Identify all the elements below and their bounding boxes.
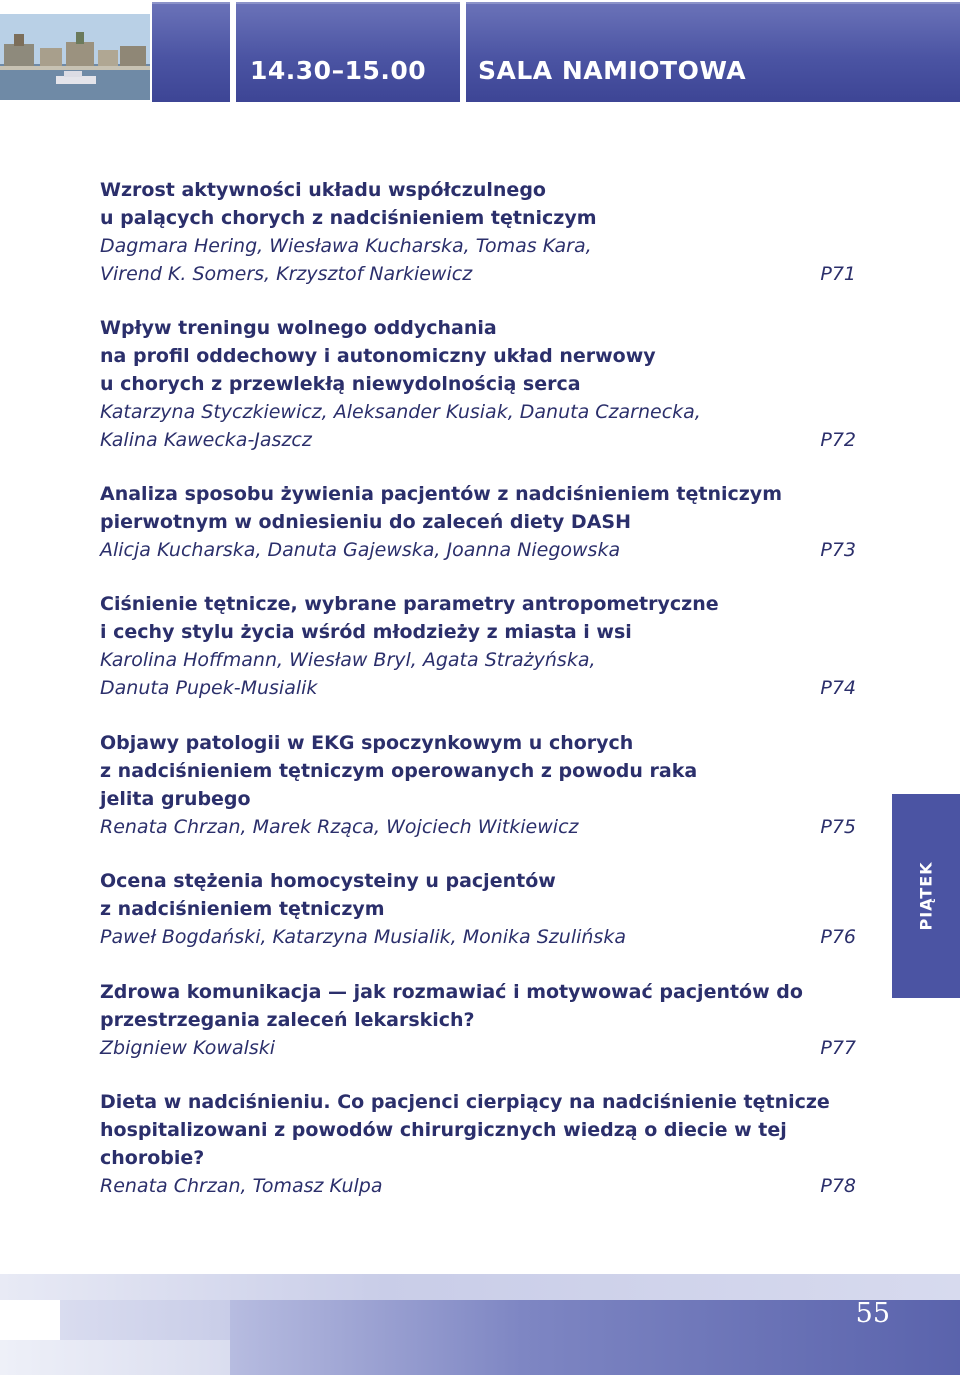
session-time: 14.30–15.00 xyxy=(250,56,427,85)
poster-entry xyxy=(100,176,860,288)
entry-authors-row xyxy=(100,923,860,951)
footer-band xyxy=(0,1270,960,1375)
poster-entry xyxy=(100,480,860,564)
entry-authors: Katarzyna Styczkiewicz, Aleksander Kusiak, Danuta Czarnecka, xyxy=(100,401,701,423)
entry-authors-row xyxy=(100,813,860,841)
entry-title: chorobie? xyxy=(100,1147,205,1169)
entry-authors: Alicja Kucharska, Danuta Gajewska, Joanna Niegowska xyxy=(100,539,621,561)
poster-entry xyxy=(100,1088,860,1200)
page-number: 55 xyxy=(855,1298,890,1329)
poster-code: P71 xyxy=(820,263,856,285)
poster-code: P77 xyxy=(820,1037,856,1059)
poster-code: P74 xyxy=(820,677,856,699)
poster-code: P76 xyxy=(820,926,856,948)
poster-code: P73 xyxy=(820,539,856,561)
entry-authors: Zbigniew Kowalski xyxy=(100,1037,276,1059)
entry-authors: Paweł Bogdański, Katarzyna Musialik, Monika Szulińska xyxy=(100,926,626,948)
entry-title: Objawy patologii w EKG spoczynkowym u chorych xyxy=(100,732,634,754)
entry-authors: Renata Chrzan, Tomasz Kulpa xyxy=(100,1175,383,1197)
entry-title: Zdrowa komunikacja — jak rozmawiać i motywować pacjentów do xyxy=(100,981,803,1003)
entry-title: pierwotnym w odniesieniu do zaleceń diety DASH xyxy=(100,511,631,533)
poster-entry xyxy=(100,590,860,702)
entry-title: hospitalizowani z powodów chirurgicznych wiedzą o diecie w tej xyxy=(100,1119,787,1141)
entry-authors: Renata Chrzan, Marek Rząca, Wojciech Witkiewicz xyxy=(100,816,579,838)
city-photo xyxy=(0,14,150,100)
entry-title: Wpływ treningu wolnego oddychania xyxy=(100,317,497,339)
entry-title: u palących chorych z nadciśnieniem tętniczym xyxy=(100,207,597,229)
entry-title: Ciśnienie tętnicze, wybrane parametry antropometryczne xyxy=(100,593,719,615)
entry-title: przestrzegania zaleceń lekarskich? xyxy=(100,1009,475,1031)
header-band xyxy=(0,0,960,104)
entry-authors: Danuta Pupek-Musialik xyxy=(100,677,318,699)
entry-title: u chorych z przewlekłą niewydolnością serca xyxy=(100,373,581,395)
entry-title: z nadciśnieniem tętniczym xyxy=(100,898,385,920)
entry-authors: Dagmara Hering, Wiesława Kucharska, Tomas Kara, xyxy=(100,235,592,257)
poster-code: P72 xyxy=(820,429,856,451)
entry-authors-row xyxy=(100,426,860,454)
entry-authors-row xyxy=(100,260,860,288)
session-hall: SALA NAMIOTOWA xyxy=(478,56,747,85)
footer-stripe xyxy=(230,1300,960,1375)
poster-entry xyxy=(100,867,860,951)
poster-entry xyxy=(100,314,860,454)
entry-title: Wzrost aktywności układu współczulnego xyxy=(100,179,546,201)
entry-title: i cechy stylu życia wśród młodzieży z miasta i wsi xyxy=(100,621,632,643)
entry-authors-row xyxy=(100,1034,860,1062)
entry-authors: Kalina Kawecka-Jaszcz xyxy=(100,429,312,451)
poster-code: P75 xyxy=(820,816,856,838)
entry-authors: Virend K. Somers, Krzysztof Narkiewicz xyxy=(100,263,473,285)
footer-stripe xyxy=(0,1274,960,1300)
header-panel xyxy=(466,2,960,102)
poster-entry xyxy=(100,729,860,841)
day-side-tab xyxy=(892,794,960,998)
entry-authors: Karolina Hoffmann, Wiesław Bryl, Agata Strażyńska, xyxy=(100,649,596,671)
entry-title: Dieta w nadciśnieniu. Co pacjenci cierpiący na nadciśnienie tętnicze xyxy=(100,1091,830,1113)
entry-title: jelita grubego xyxy=(100,788,251,810)
entry-title: na profil oddechowy i autonomiczny układ nerwowy xyxy=(100,345,656,367)
entry-title: Analiza sposobu żywienia pacjentów z nadciśnieniem tętniczym xyxy=(100,483,782,505)
header-panel xyxy=(236,2,460,102)
header-panel xyxy=(152,2,230,102)
day-label: PIĄTEK xyxy=(916,861,936,931)
entry-authors-row xyxy=(100,1172,860,1200)
entry-title: Ocena stężenia homocysteiny u pacjentów xyxy=(100,870,556,892)
poster-entry xyxy=(100,978,860,1062)
entry-title: z nadciśnieniem tętniczym operowanych z powodu raka xyxy=(100,760,698,782)
entry-authors-row xyxy=(100,536,860,564)
entry-authors-row xyxy=(100,674,860,702)
poster-code: P78 xyxy=(820,1175,856,1197)
